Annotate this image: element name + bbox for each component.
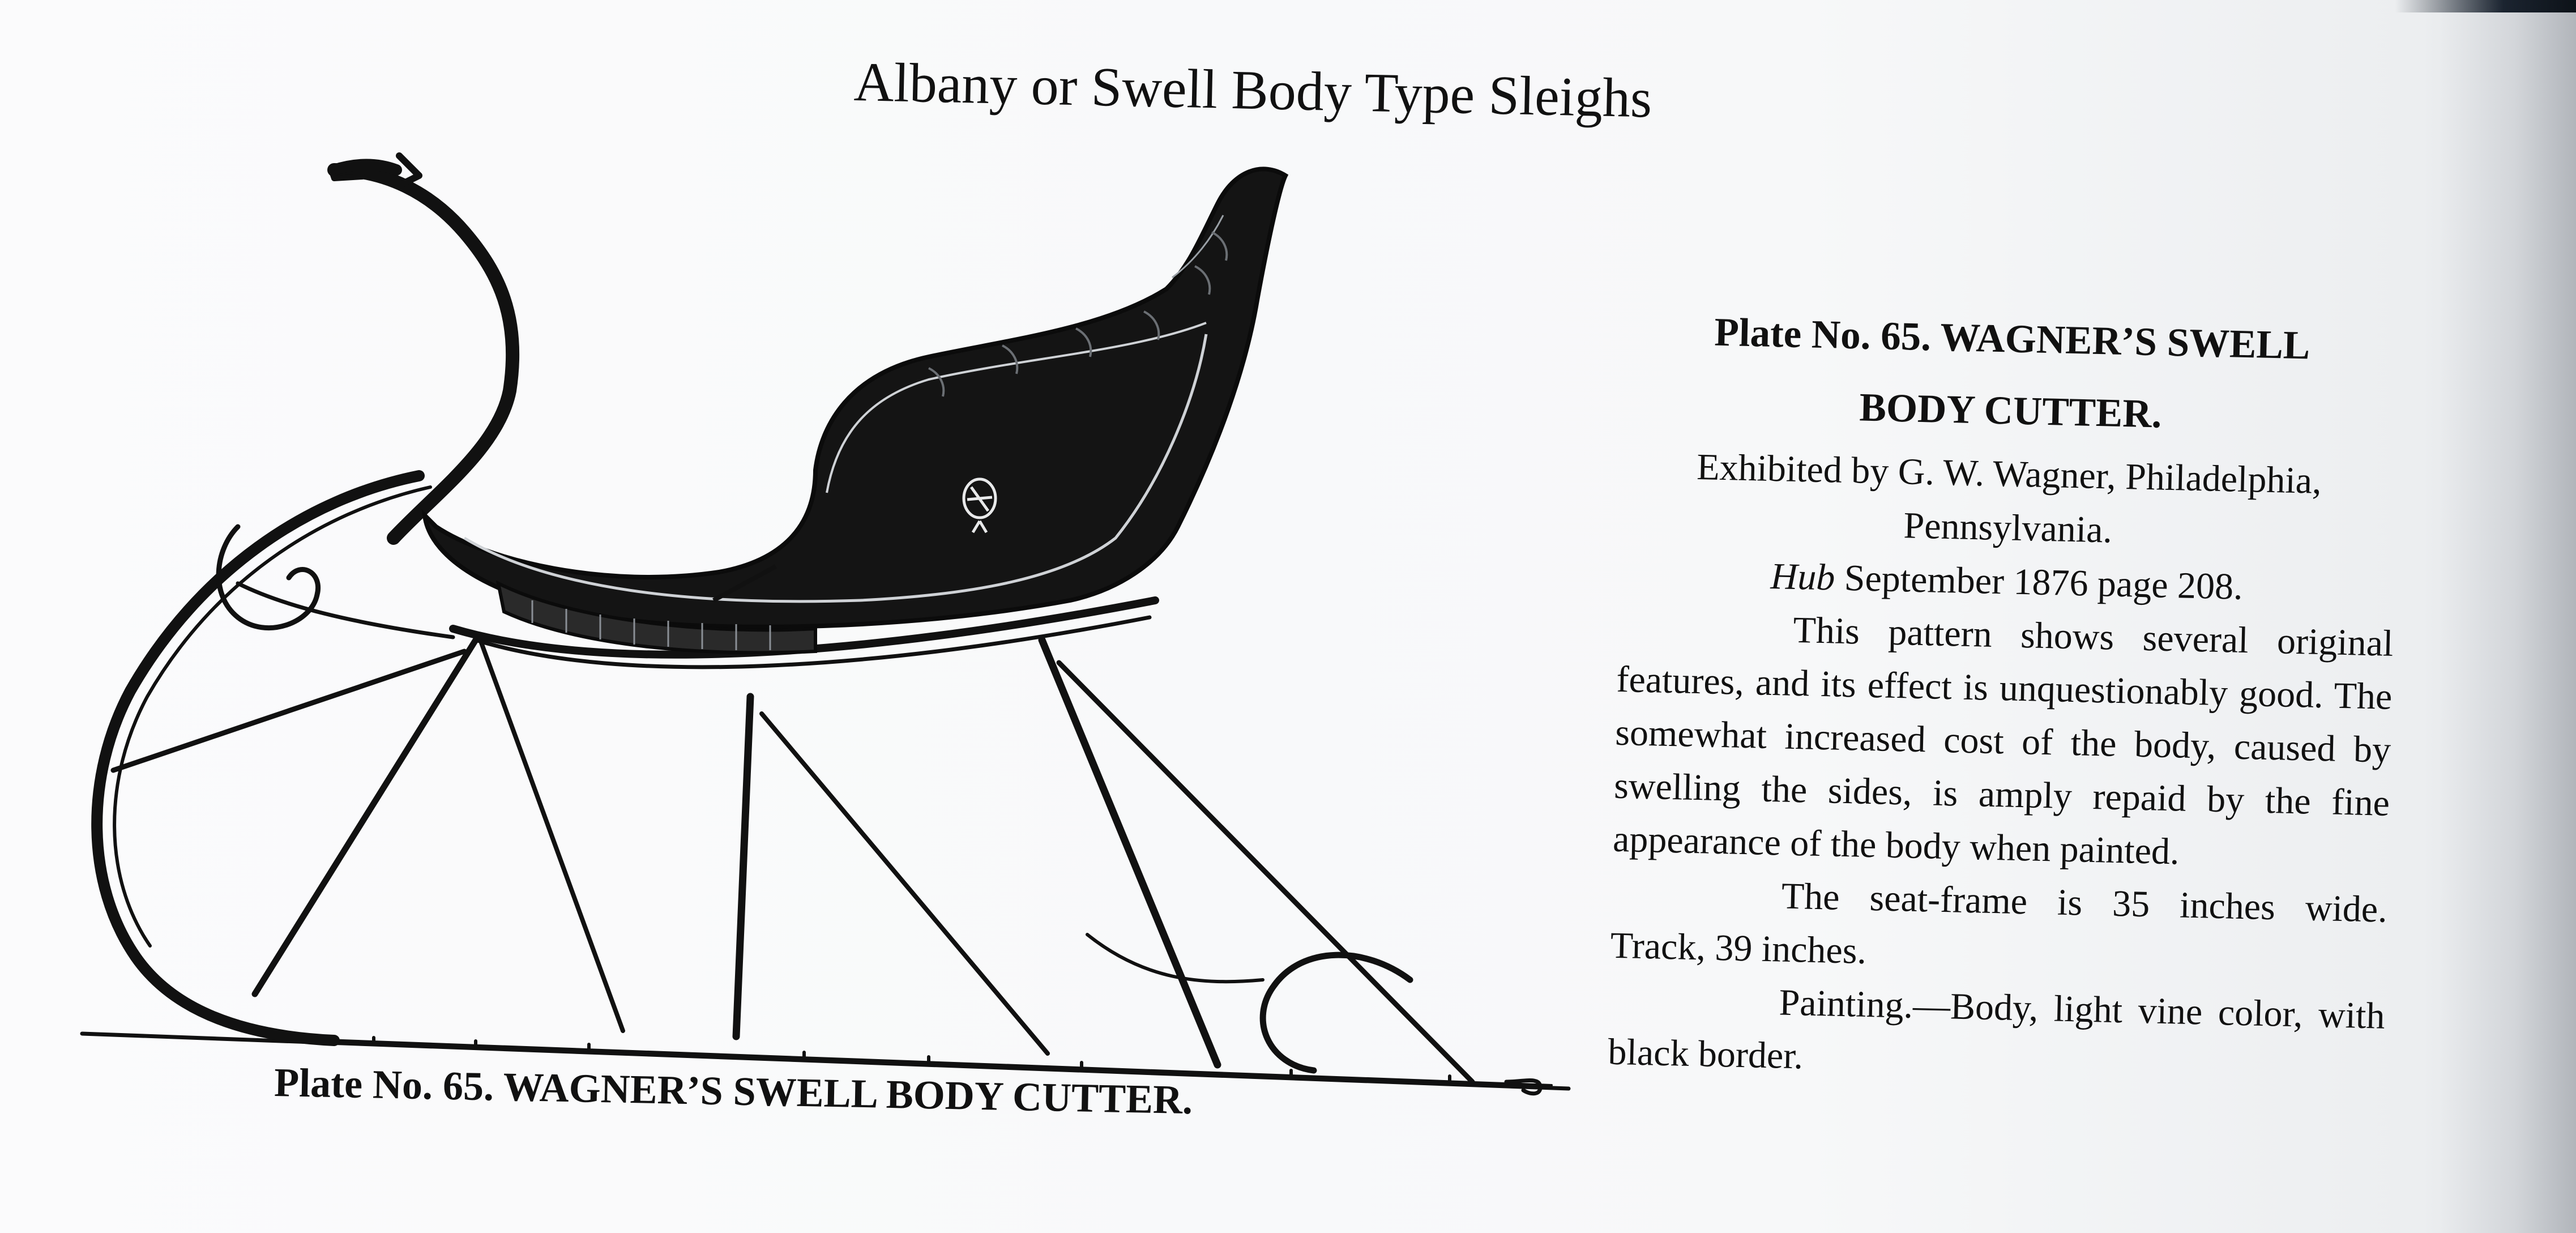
- paragraph-painting: Painting.—Body, light vine color, with black border.: [1607, 982, 2386, 1077]
- paragraph-dimensions: The seat-frame is 35 inches wide. Track, 39 inches.: [1610, 875, 2388, 972]
- page-edge: [2395, 0, 2576, 12]
- plate-heading-line1: Plate No. 65. WAGNER’S SWELL: [1714, 310, 2311, 368]
- swan-neck-dash: [334, 170, 512, 538]
- paragraph-description: This pattern shows several original features, and its effect is unquestionably good. The somewhat increased cost of the body, caused by swelling the sides, is amply repaid by the fine appearance of the body when painted.: [1612, 609, 2394, 873]
- citation-details: September 1876 page 208.: [1834, 557, 2244, 608]
- page-title: Albany or Swell Body Type Sleighs: [853, 52, 1653, 130]
- exhibitor-line2: Pennsylvania.: [1903, 505, 2113, 551]
- middle-leg: [736, 697, 750, 1036]
- binding-shadow: [2440, 0, 2576, 1233]
- figure-caption: Plate No. 65. WAGNER’S SWELL BODY CUTTER.: [274, 1059, 1193, 1123]
- publication-name: Hub: [1770, 555, 1836, 599]
- rear-scroll: [1263, 955, 1410, 1070]
- exhibitor-line1: Exhibited by G. W. Wagner, Philadelphia,: [1696, 446, 2322, 502]
- front-leg: [255, 640, 476, 994]
- plate-heading-line2: BODY CUTTER.: [1859, 385, 2163, 437]
- rear-leg: [1042, 640, 1217, 1065]
- sleigh-illustration: [68, 130, 1586, 1116]
- swell-body: [425, 169, 1285, 652]
- article-text: [1608, 295, 2401, 1097]
